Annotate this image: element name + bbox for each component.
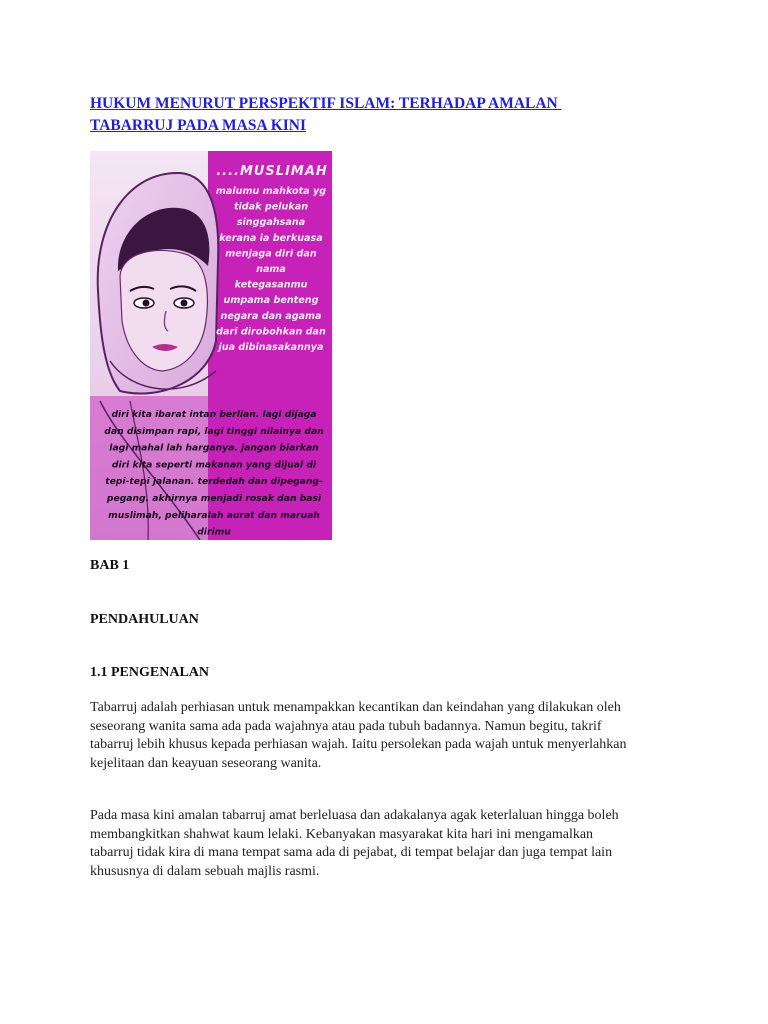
paragraph-1-line: tabarruj lebih khusus kepada perhiasan wajah. Iaitu persolekan pada wajah untuk menyerlahkan (90, 737, 627, 752)
poster-right-line: negara dan agama (220, 310, 322, 322)
title-line-2: TABARRUJ PADA MASA KINI (90, 117, 307, 134)
paragraph-1-line: kejelitaan dan keayuan seseorang wanita. (90, 755, 322, 771)
poster-right-line: malumu mahkota yg (215, 186, 327, 197)
title-line-1: HUKUM MENURUT PERSPEKTIF ISLAM: TERHADAP AMALAN (90, 95, 562, 112)
poster-right-line: dari dirobohkan dan (216, 326, 326, 338)
poster-bottom-line: dan disimpan rapi, lagi tinggi nilainya dan (104, 425, 324, 437)
paragraph-2 (90, 807, 676, 881)
poster-right-line: umpama benteng (223, 295, 319, 307)
poster-right-line: kerana ia berkuasa (219, 232, 323, 244)
paragraph-1-line: Tabarruj adalah perhiasan untuk menampakkan kecantikan dan keindahan yang dilakukan oleh (90, 700, 621, 715)
title-link[interactable] (90, 93, 650, 137)
paragraph-2-line: membangkitkan shahwat kaum lelaki. Kebanyakan masyarakat kita hari ini mengamalkan (90, 826, 594, 842)
paragraph-2-line: khususnya di dalam sebuah majlis rasmi. (90, 863, 320, 879)
poster-right-line: ketegasanmu (234, 279, 308, 291)
poster-right-line: tidak pelukan (233, 201, 309, 213)
poster-bottom-line: diri kita ibarat intan berlian. lagi dijaga (111, 409, 317, 420)
poster-bottom-line: tepi-tepi jalanan. terdedah dan dipegang- (105, 476, 323, 488)
poster-bottom-line: pegang. akhirnya menjadi rosak dan basi (106, 493, 322, 504)
poster-bottom-line: muslimah, peliharalah aurat dan maruah (108, 509, 320, 521)
muslimah-poster-image (90, 151, 332, 540)
paragraph-2-line: Pada masa kini amalan tabarruj amat berleluasa dan adakalanya agak keterlaluan hingga boleh (90, 808, 619, 823)
poster-bottom-line: lagi mahal lah harganya. jangan biarkan (109, 442, 319, 454)
section-heading: PENDAHULUAN (90, 612, 199, 627)
subsection-heading: 1.1 PENGENALAN (90, 665, 210, 680)
poster-right-line: menjaga diri dan (225, 248, 317, 260)
poster-right-line: singgahsana (236, 217, 306, 229)
paragraph-2-line: tabarruj tidak kira di mana tempat sama ada di pejabat, di tempat belajar dan juga tempat lain (90, 845, 613, 860)
poster-right-line: nama (256, 264, 286, 275)
paragraph-1-line: seseorang wanita sama ada pada wajahnya atau pada tubuh badannya. Namun begitu, takrif (90, 718, 602, 734)
bab-heading: BAB 1 (90, 558, 130, 573)
poster-bottom-line: dirimu (197, 526, 231, 538)
face-shape (120, 250, 207, 371)
paragraph-1 (90, 699, 676, 773)
poster-heading: ....MUSLIMAH (216, 164, 328, 179)
poster-bottom-line: diri kita seperti makanan yang dijual di (111, 459, 317, 471)
poster-right-line: jua dibinasakannya (218, 342, 324, 353)
